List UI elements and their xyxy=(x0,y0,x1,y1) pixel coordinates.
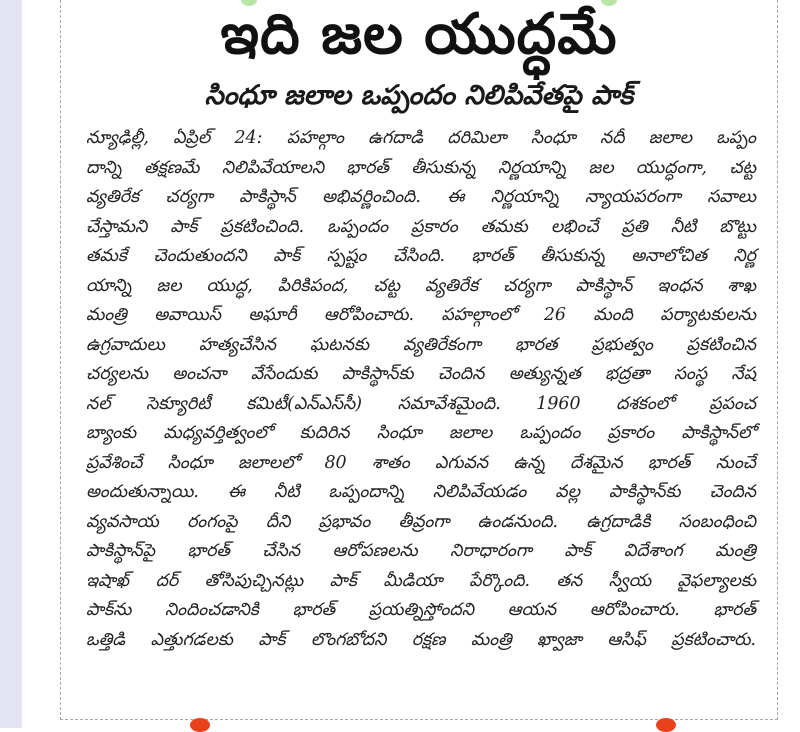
article-line: మంత్రి అవాయిస్ అఘారీ ఆరోపించారు. పహల్గాంలో 26 మంది పర్యాటకులను xyxy=(86,305,756,325)
article-body xyxy=(86,124,756,655)
article-line: దాన్ని తక్షణమే నిలిపివేయాలని భారత్ తీసుకున్న నిర్ణయాన్ని జల యుద్ధంగా, చట్ట xyxy=(86,157,756,178)
article-line: న్యూఢిల్లీ, ఏప్రిల్ 24: పహల్గాం ఉగదాడి దరిమిలా సింధూ నదీ జలాల ఒప్పం xyxy=(86,128,756,148)
article-line: చేస్తామని పాక్ ప్రకటించింది. ఒప్పందం ప్రకారం తమకు లభించే ప్రతి నీటి బొట్టు xyxy=(86,216,756,237)
article-line: వ్యవసాయ రంగంపై దీని ప్రభావం తీవ్రంగా ఉండనుంది. ఉగ్రదాడికి సంబంధించి xyxy=(86,511,756,532)
article-line: తమకే చెందుతుందని పాక్ స్పష్టం చేసింది. భారత్ తీసుకున్న అనాలోచిత నిర్ణ xyxy=(86,246,756,266)
article-subheadline: సింధూ జలాల ఒప్పందం నిలిపివేతపై పాక్ xyxy=(204,80,634,111)
article-line: చర్యలను అంచనా వేసేందుకు పాకిస్థాన్‌కు చెందిన అత్యున్నత భద్రతా సంస్థ నేష xyxy=(86,364,756,384)
pin-marker-right xyxy=(656,718,676,732)
article-line: అందుతున్నాయి. ఈ నీటి ఒప్పందాన్ని నిలిపివేయడం వల్ల పాకిస్థాన్‌కు చెందిన xyxy=(86,482,756,502)
article-headline: ఇది జల యుద్ధమే xyxy=(220,2,618,67)
article-line: ఇషాఖ్ దర్ తోసిపుచ్చినట్లు పాక్ మీడియా పేర్కొంది. తన స్వీయ వైఫల్యాలకు xyxy=(86,570,756,591)
article-line: ఒత్తిడి ఎత్తుగడలకు పాక్ లొంగబోదని రక్షణ మంత్రి ఖ్వాజా ఆసిఫ్ ప్రకటించారు. xyxy=(86,629,756,650)
article-line: ఉగ్రవాదులు హత్యచేసిన ఘటనకు వ్యతిరేకంగా భారత ప్రభుత్వం ప్రకటించిన xyxy=(86,334,756,355)
article-line: నల్ సెక్యూరిటీ కమిటీ(ఎన్ఎస్‌సీ) సమావేశమైంది. 1960 దశకంలో ప్రపంచ xyxy=(86,393,756,414)
left-margin-band xyxy=(0,0,22,728)
article-line: ప్రవేశించే సింధూ జలాలలో 80 శాతం ఎగువన ఉన్న దేశమైన భారత్ నుంచే xyxy=(86,452,756,473)
pin-marker-left xyxy=(190,718,210,732)
article-line: యాన్ని జల యుద్ధ, పిరికిపంద, చట్ట వ్యతిరేక చర్యగా పాకిస్థాన్ ఇంధన శాఖ xyxy=(86,275,756,296)
article-line: వ్యతిరేక చర్యగా పాకిస్థాన్ అభివర్ణించింది. ఈ నిర్ణయాన్ని న్యాయపరంగా సవాలు xyxy=(86,187,756,207)
article-line: పాక్‌ను నిందించడానికి భారత్ ప్రయత్నిస్తోందని ఆయన ఆరోపించారు. భారత్ xyxy=(86,600,756,620)
newspaper-clipping xyxy=(60,0,778,720)
article-line: బ్యాంకు మధ్యవర్తిత్వంలో కుదిరిన సింధూ జలాల ఒప్పందం ప్రకారం పాకిస్థాన్‌లో xyxy=(86,423,756,443)
article-line: పాకిస్థాన్‌పై భారత్ చేసిన ఆరోపణలను నిరాధారంగా పాక్ విదేశాంగ మంత్రి xyxy=(86,541,756,561)
